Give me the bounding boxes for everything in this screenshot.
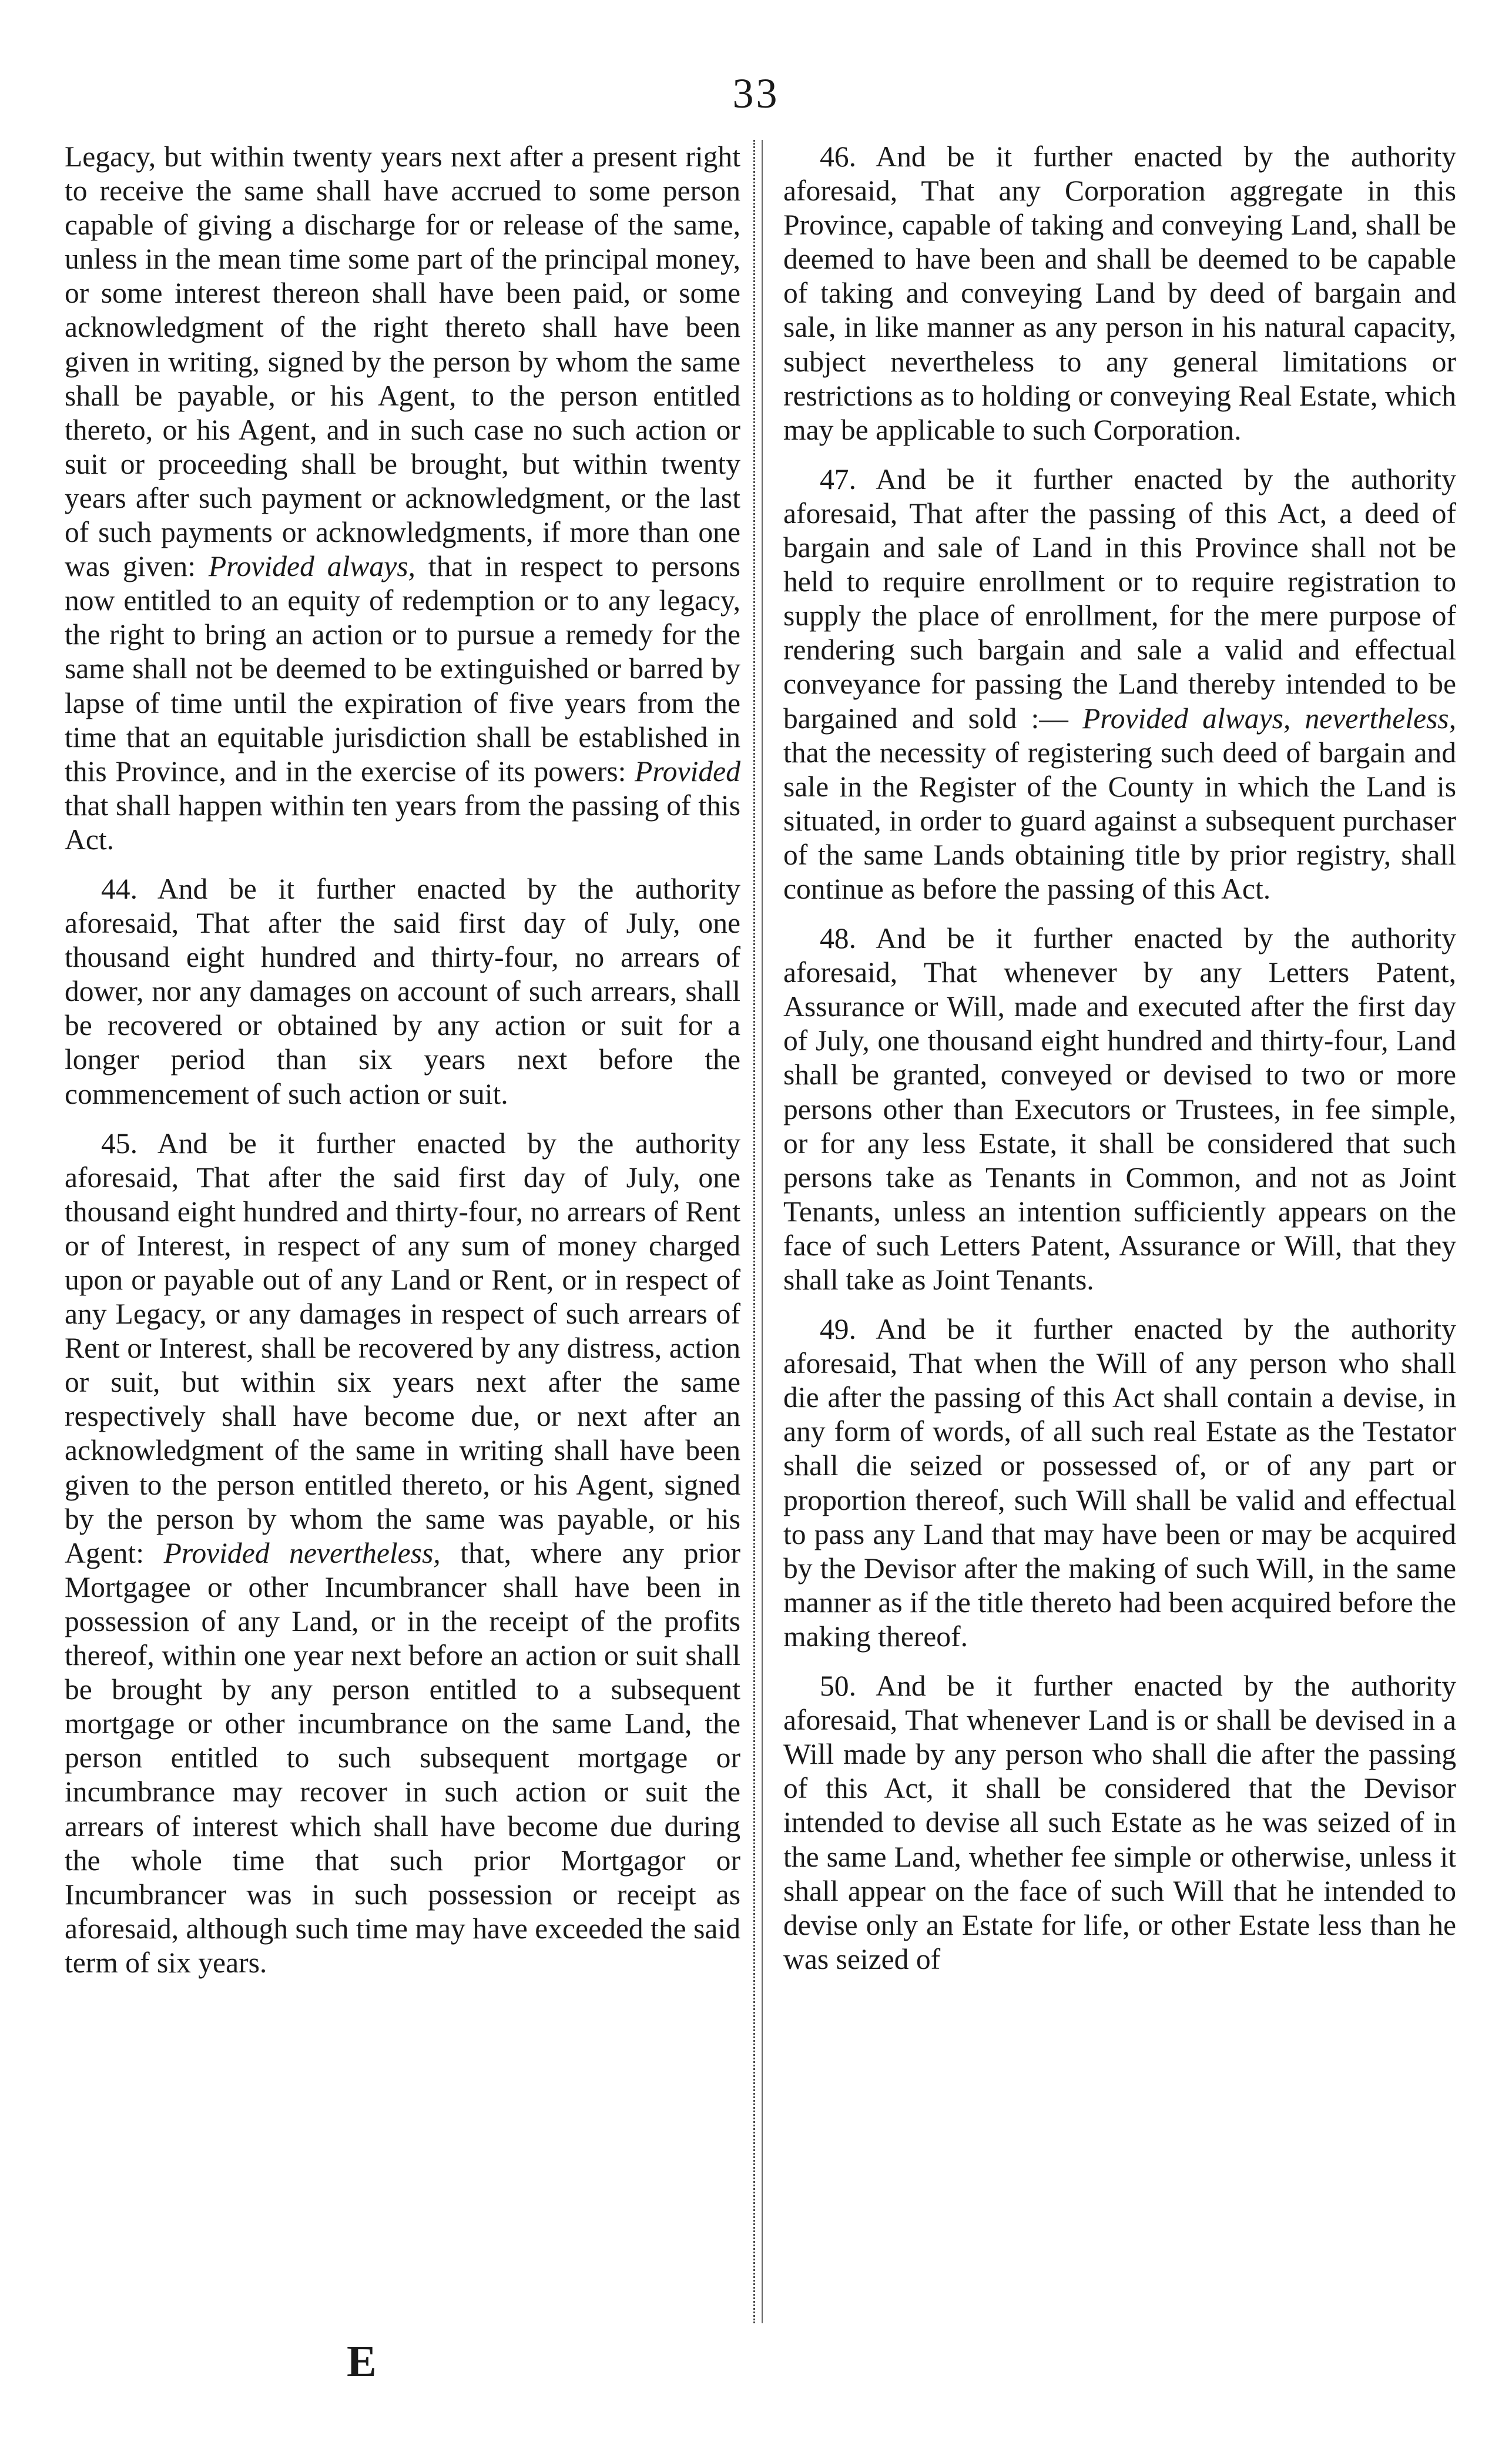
text-run: Legacy, but within twenty years next after a present right to receive the same shall have accrued to some person capable of giving a discharge for or release of the same, unless in the mean time some part of the principal money, or some interest thereon shall have been paid, or some acknowledgment of the right thereto shall have been given in writing, signed by the person by whom the same shall be payable, or his Agent, to the person entitled thereto, or his Agent, and in such case no such action or suit or proceeding shall be brought, but within twenty years after such payment or acknowledgment, or the last of such payments or acknowledgments, if more than one was given: bbox=[65, 140, 740, 583]
column-divider-solid bbox=[762, 140, 763, 2323]
italic-proviso: Provided always, bbox=[208, 550, 415, 583]
act-section-paragraph bbox=[783, 1669, 1456, 1977]
right-column bbox=[783, 140, 1456, 1977]
act-section-paragraph bbox=[65, 1127, 740, 1980]
text-run: that, where any prior Mortgagee or other Incumbrancer shall have been in possession of any Land, or in the receipt of the profits thereof, within one year next before an action or suit shall be brought by any person entitled to a subsequent mortgage or other incumbrance on the same Land, the person entitled to such subsequent mortgage or incumbrance may recover in such action or suit the arrears of interest which shall have become due during the whole time that such prior Mortgagor or Incumbrancer was in such possession or receipt as aforesaid, although such time may have exceeded the said term of six years. bbox=[65, 1536, 740, 1979]
text-run: that in respect to persons now entitled to an equity of redemption or to any legacy, the right to bring an action or to pursue a remedy for the same shall not be deemed to be extinguished or barred by lapse of time until the expiration of five years from the time that an equitable jurisdiction shall be established in this Province, and in the exercise of its powers: bbox=[65, 550, 740, 788]
text-run: that shall happen within ten years from the passing of this Act. bbox=[65, 789, 740, 856]
text-run: 50. And be it further enacted by the authority aforesaid, That whenever Land is or shall be devised in a Will made by any person who shall die after the passing of this Act, it shall be considered that the Devisor intended to devise all such Estate as he was seized of in the same Land, whether fee simple or otherwise, unless it shall appear on the face of such Will that he intended to devise only an Estate for life, or other Estate less than he was seized of bbox=[783, 1670, 1456, 1975]
page-number: 33 bbox=[732, 70, 780, 117]
act-section-paragraph bbox=[783, 1312, 1456, 1654]
continuation-paragraph bbox=[65, 140, 740, 857]
signature-mark: E bbox=[347, 2337, 377, 2386]
text-run: 49. And be it further enacted by the authority aforesaid, That when the Will of any person who shall die after the passing of this Act shall contain a devise, in any form of words, of all such real Estate as the Testator shall die seized or possessed of, or of any part or proportion thereof, such Will shall be valid and effectual to pass any Land that may have been or may be acquired by the Devisor after the making of such Will, in the same manner as if the title thereto had been acquired before the making thereof. bbox=[783, 1313, 1456, 1653]
act-section-paragraph bbox=[783, 463, 1456, 906]
italic-proviso: Provided nevertheless, bbox=[163, 1536, 441, 1569]
text-run: 48. And be it further enacted by the authority aforesaid, That whenever by any Letters Patent, Assurance or Will, made and executed after the first day of July, one thousand eight hundred and thirty-four, Land shall be granted, conveyed or devised to two or more persons other than Executors or Trustees, in fee simple, or for any less Estate, it shall be considered that such persons take as Tenants in Common, and not as Joint Tenants, unless an intention sufficiently appears on the face of such Letters Patent, Assurance or Will, that they shall take as Joint Tenants. bbox=[783, 922, 1456, 1296]
text-run: that the necessity of registering such deed of bargain and sale in the Register of the County in which the Land is situated, in order to guard against a subsequent purchaser of the same Lands obtaining title by prior registry, shall continue as before the passing of this Act. bbox=[783, 736, 1456, 905]
text-run: 45. And be it further enacted by the authority aforesaid, That after the said first day of July, one thousand eight hundred and thirty-four, no arrears of Rent or of Interest, in respect of any sum of money charged upon or payable out of any Land or Rent, or in respect of any Legacy, or any damages in respect of such arrears of Rent or Interest, shall be recovered by any distress, action or suit, but within six years next after the same respectively shall have become due, or next after an acknowledgment of the same in writing shall have been given to the person entitled thereto, or his Agent, signed by the person by whom the same was payable, or his Agent: bbox=[65, 1127, 740, 1569]
italic-proviso: Provided always, nevertheless, bbox=[1082, 702, 1456, 735]
text-run: 47. And be it further enacted by the authority aforesaid, That after the passing of this Act, a deed of bargain and sale of Land in this Province shall not be held to require enrollment or to require registration to supply the place of enrollment, for the mere purpose of rendering such bargain and sale a valid and effectual conveyance for passing the Land thereby intended to be bargained and sold :— bbox=[783, 463, 1456, 735]
column-divider-dotted bbox=[753, 140, 755, 2323]
act-section-paragraph bbox=[783, 922, 1456, 1297]
text-run: 46. And be it further enacted by the authority aforesaid, That any Corporation aggregate in this Province, capable of taking and conveying Land, shall be deemed to have been and shall be deemed to be capable of taking and conveying Land by deed of bargain and sale, in like manner as any person in his natural capacity, subject nevertheless to any general limitations or restrictions as to holding or conveying Real Estate, which may be applicable to such Corporation. bbox=[783, 140, 1456, 446]
act-section-paragraph bbox=[783, 140, 1456, 447]
act-section-paragraph bbox=[65, 872, 740, 1111]
text-run: 44. And be it further enacted by the authority aforesaid, That after the said first day of July, one thousand eight hundred and thirty-four, no arrears of dower, nor any damages on account of such arrears, shall be recovered or obtained by any action or suit for a longer period than six years next before the commencement of such action or suit. bbox=[65, 872, 740, 1110]
italic-proviso: Provided bbox=[635, 755, 740, 788]
left-column bbox=[65, 140, 740, 1980]
